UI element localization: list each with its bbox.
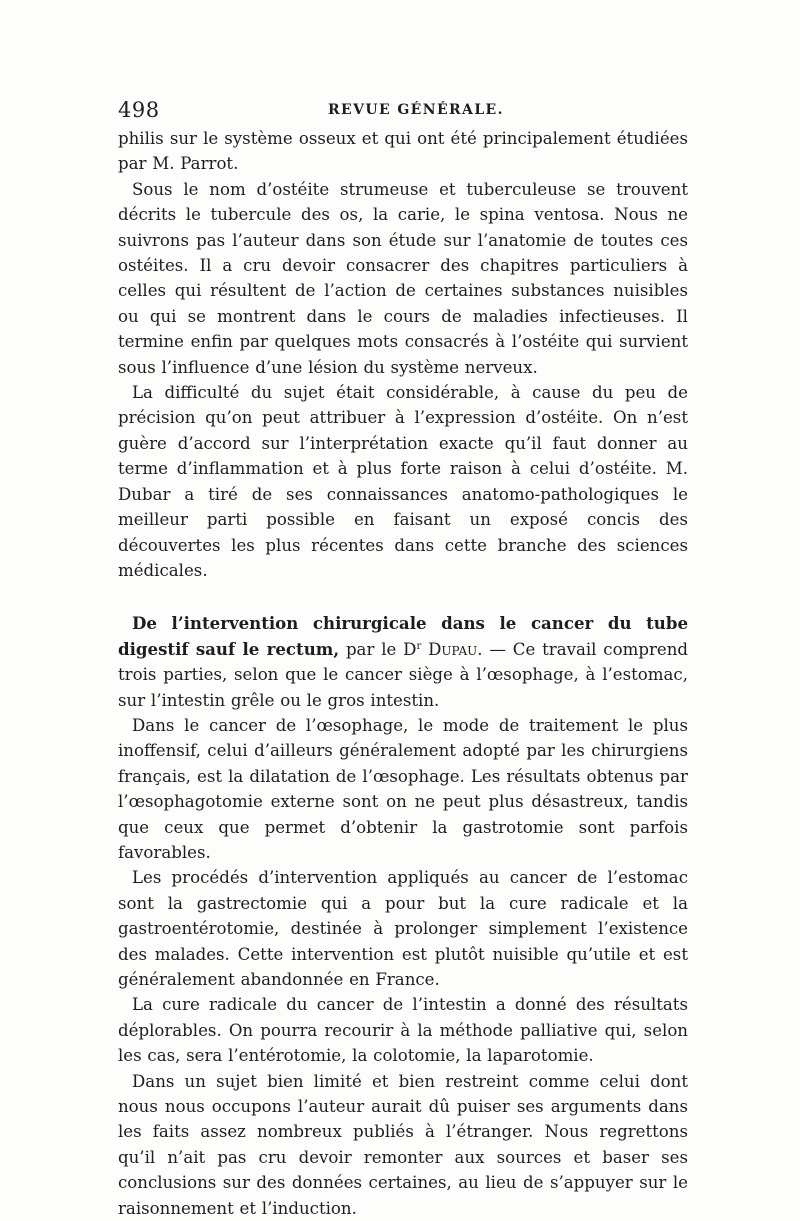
paragraph-intestin: La cure radicale du cancer de l’intestin a donné des résultats déplorables. On pourra recourir à la méthode palliative qui, selon les cas, sera l’entérotomie, la colotomie, la laparotomie. (118, 995, 688, 1066)
book-page (118, 92, 688, 1221)
author-name: Dupau. (428, 639, 483, 659)
paragraph-continuation: philis sur le système osseux et qui ont été principalement étudiées par M. Parrot. (118, 129, 688, 174)
author-title-superscript: r (416, 640, 422, 652)
review-cancer-tube-digestif (118, 611, 688, 1221)
review-osteite (118, 126, 688, 583)
section-gap (118, 583, 688, 611)
page-header (118, 92, 688, 126)
paragraph-estomac: Les procédés d’intervention appliqués au cancer de l’estomac sont la gastrectomie qui a pour but la cure radicale et la gastroentérotomie, destinée à prolonger simplement l’existence des malades. Cette intervention est plutôt nuisible qu’utile et est généralement abandonnée en France. (118, 868, 688, 989)
running-title: REVUE GÉNÉRALE. (328, 102, 504, 118)
review-heading-paragraph (118, 611, 688, 713)
review-title: De l’intervention chirurgicale dans le cancer du tube digestif sauf le rectum, (118, 613, 688, 659)
page-number: 498 (118, 98, 160, 122)
review-intro: — Ce travail comprend trois parties, selon que le cancer siège à l’œsophage, à l’estomac, sur l’intestin grêle ou le gros intestin. (118, 639, 689, 710)
paragraph-osteite-types: Sous le nom d’ostéite strumeuse et tuberculeuse se trouvent décrits le tubercule des os, la carie, le spina ventosa. Nous ne suivrons pas l’auteur dans son étude sur l’anatomie de toutes ces ostéites. Il a cru devoir consacrer des chapitres particuliers à celles qui résultent de l’action de certaines substances nuisibles ou qui se montrent dans le cours de maladies infectieuses. Il termine enfin par quelques mots consacrés à l’ostéite qui survient sous l’influence d’une lésion du système nerveux. (118, 179, 688, 377)
paragraph-difficulty: La difficulté du sujet était considérable, à cause du peu de précision qu’on peut attribuer à l’expression d’ostéite. On n’est guère d’accord sur l’interprétation exacte qu’il faut donner au terme d’inflammation et à plus forte raison à celui d’ostéite. M. Dubar a tiré de ses connaissances anatomo-pathologiques le meilleur parti possible en faisant un exposé concis des découvertes les plus récentes dans cette branche des sciences médicales. (118, 383, 688, 580)
author-prefix: par le D (345, 639, 417, 659)
paragraph-oesophage: Dans le cancer de l’œsophage, le mode de traitement le plus inoffensif, celui d’ailleurs généralement adopté par les chirurgiens français, est la dilatation de l’œsophage. Les résultats obtenus par l’œsophagotomie externe sont on ne peut plus désastreux, tandis que ceux que permet d’obtenir la gastrotomie sont parfois favorables. (118, 715, 688, 862)
paragraph-critique: Dans un sujet bien limité et bien restreint comme celui dont nous nous occupons l’auteur aurait dû puiser ses arguments dans les faits assez nombreux publiés à l’étranger. Nous regrettons qu’il n’ait pas cru devoir remonter aux sources et baser ses conclusions sur des données certaines, au lieu de s’appuyer sur le raisonnement et l’induction. (118, 1071, 688, 1218)
